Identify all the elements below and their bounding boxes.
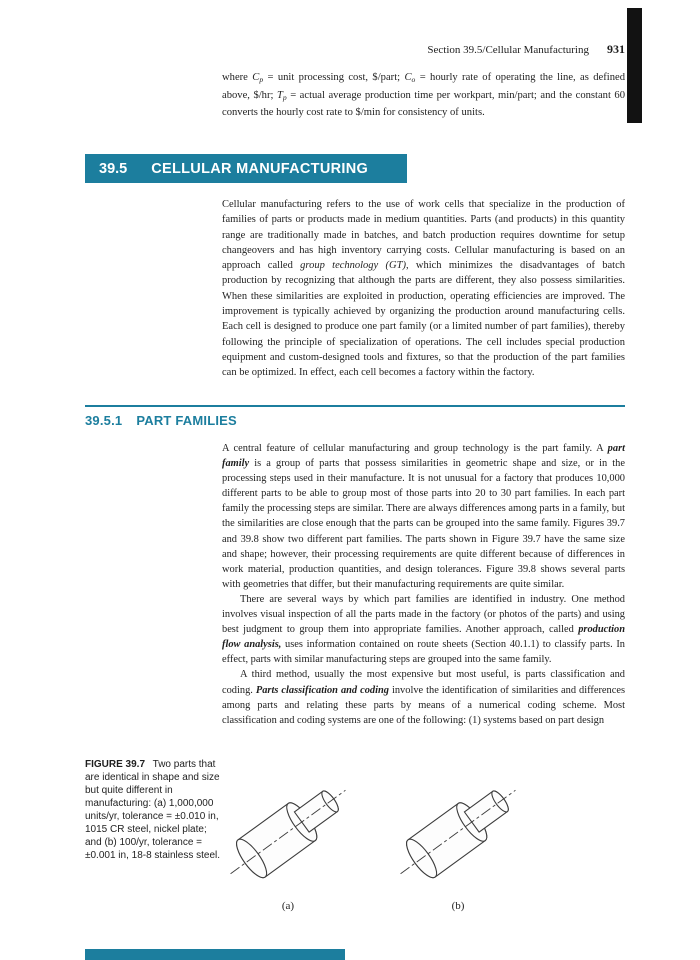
stepped-part-drawing-b xyxy=(383,752,533,902)
section-number: 39.5 xyxy=(99,160,128,177)
subsection-number: 39.5.1 xyxy=(85,413,123,428)
next-section-heading-bar xyxy=(85,949,345,960)
section-title: CELLULAR MANUFACTURING xyxy=(151,160,369,177)
running-title: Section 39.5/Cellular Manufacturing xyxy=(427,44,589,56)
part-b-label: (b) xyxy=(451,900,465,912)
page-number: 931 xyxy=(607,42,625,56)
figure-caption-label: FIGURE 39.7 xyxy=(85,759,146,770)
center-axis-line xyxy=(231,790,346,873)
figure-caption-text: Two parts that are identical in shape and size but quite different in manufacturing: (a) 1,000,000 units/yr, tolerance = ±0.010 in, 1015 CR steel, nickel plate; and (b) 100/yr, tolerance = ±0.001 in, 18-8 stainless steel. xyxy=(85,759,221,861)
section-heading xyxy=(85,154,407,183)
intro-paragraph: where $C_p$ = unit processing cost, $/part; $C_o$ = hourly rate of operating the line, as defined above, $/hr; $T_p$ = actual average production time per workpart, min/part; and the constant 60 converts the hourly cost rate to $/min for consistency of units. xyxy=(222,72,626,119)
section-body-paragraph: Cellular manufacturing refers to the use of work cells that specialize in the production of families of parts or products made in medium quantities. Parts (and products) in this quantity range are traditionally made in batches, and batch production requires downtime for setup changeovers and has high inventory carrying costs. Cellular manufacturing is based on an approach called group technology (GT), which minimizes the disadvantages of batch production by recognizing that although the parts are different, they also possess similarities. When these similarities are exploited in production, operating efficiencies are improved. The improvement is typically achieved by organizing the production around manufacturing cells. Each cell is designed to produce one part family (or a limited number of part families), thereby following the principle of specialization of operations. The cell includes special production equipment and custom-designed tools and fixtures, so that the production of the part families can be optimized. In effect, each cell becomes a factory within the factory. xyxy=(222,199,625,379)
subsection-rule xyxy=(85,405,625,407)
part-families-paragraph-1: A central feature of cellular manufacturing and group technology is the part family. A part family is a group of parts that possess similarities in geometric shape and size, or in the processing steps used in their manufacture. It is not unusual for a factory that produces 10,000 different parts to be able to group most of those parts into 20 to 30 part families. In each part family the processing steps are similar. There are always differences among parts in a family, but the similarities are close enough that the parts can be grouped into the same family. Figures 39.7 and 39.8 show two different part families. The parts shown in Figure 39.7 have the same size and shape; however, their processing requirements are quite different because of differences in work material, production quantities, and design tolerances. Figure 39.8 shows several parts with geometries that differ, but their manufacturing requirements are quite similar. xyxy=(222,443,625,590)
chapter-edge-tab xyxy=(627,8,642,123)
subsection-heading xyxy=(85,413,237,428)
part-families-text xyxy=(222,441,625,728)
center-axis-line xyxy=(401,790,516,873)
part-families-paragraph-2: There are several ways by which part families are identified in industry. One method involves visual inspection of all the parts made in the factory (or photos of the parts) and using best judgment to group them into appropriate families. Another approach, called production flow analysis, uses information contained on route sheets (Section 40.1.1) to classify parts. In effect, parts with similar manufacturing steps are grouped into the same family. xyxy=(222,593,626,666)
part-a-label: (a) xyxy=(281,900,295,912)
page-header xyxy=(0,42,625,57)
subsection-title: PART FAMILIES xyxy=(136,413,237,428)
part-families-paragraph-3: A third method, usually the most expensive but most useful, is parts classification and coding. Parts classification and coding involve the identification of similarities and differences among parts and relating these parts by means of a numerical coding scheme. Most classification and coding systems are one of the following: (1) systems based on part design xyxy=(222,669,625,726)
figure-39-7 xyxy=(85,752,625,924)
stepped-part-drawing-a xyxy=(213,752,363,902)
figure-caption xyxy=(85,758,225,862)
